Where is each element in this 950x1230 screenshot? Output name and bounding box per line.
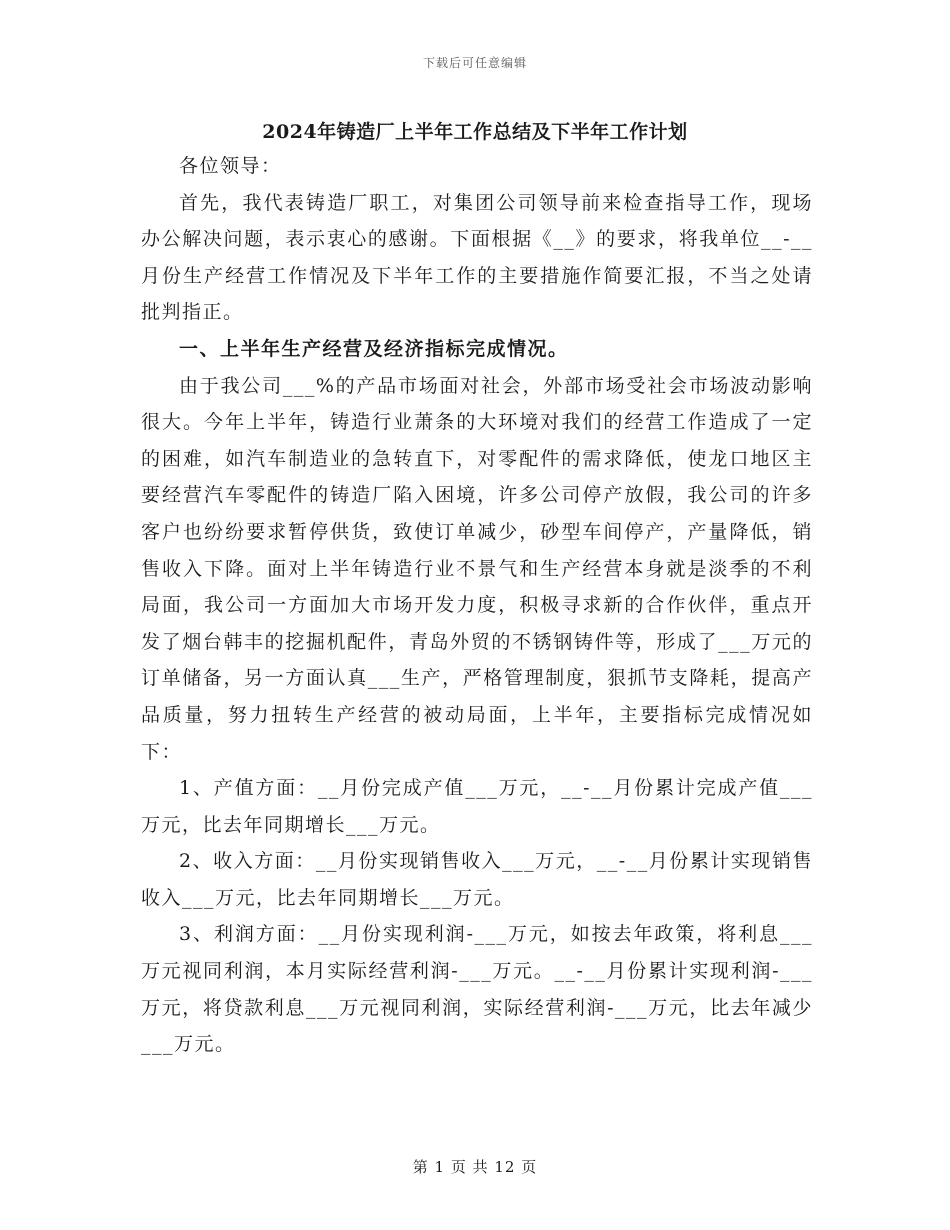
intro-paragraph: 首先，我代表铸造厂职工，对集团公司领导前来检查指导工作，现场办公解决问题，表示衷心的感谢。下面根据《__》的要求，将我单位__-__月份生产经营工作情况及下半年工作的主要措施作简要汇报，不当之处请批判指正。 — [141, 191, 813, 324]
market-situation-paragraph: 由于我公司___%的产品市场面对社会，外部市场受社会市场波动影响很大。今年上半年，铸造行业萧条的大环境对我们的经营工作造成了一定的困难，如汽车制造业的急转直下，对零配件的需求降低，使龙口地区主要经营汽车零配件的铸造厂陷入困境，许多公司停产放假，我公司的许多客户也纷纷要求暂停供货，致使订单减少，砂型车间停产，产量降低，销售收入下降。面对上半年铸造行业不景气和生产经营本身就是淡季的不利局面，我公司一方面加大市场开发力度，积极寻求新的合作伙伴，重点开发了烟台韩丰的挖掘机配件，青岛外贸的不锈钢铸件等，形成了___万元的订单储备，另一方面认真___生产，严格管理制度，狠抓节支降耗，提高产品质量，努力扭转生产经营的被动局面，上半年，主要指标完成情况如下： — [141, 374, 813, 763]
page-header-note: 下载后可任意编辑 — [422, 56, 527, 70]
page-number-footer: 第 1 页 共 12 页 — [412, 1158, 538, 1176]
output-value-item: 1、产值方面：__月份完成产值___万元，__-__月份累计完成产值___万元，比去年同期增长___万元。 — [141, 777, 813, 836]
profit-item: 3、利润方面：__月份实现利润-___万元，如按去年政策，将利息___万元视同利润，本月实际经营利润-___万元。__-__月份累计实现利润-___万元，将贷款利息___万元视同利润，实际经营利润-___万元，比去年减少___万元。 — [141, 923, 813, 1056]
document-body — [141, 148, 813, 1063]
revenue-item: 2、收入方面：__月份实现销售收入___万元，__-__月份累计实现销售收入___万元，比去年同期增长___万元。 — [141, 850, 813, 909]
section-heading-1: 一、上半年生产经营及经济指标完成情况。 — [179, 337, 569, 360]
document-title: 2024年铸造厂上半年工作总结及下半年工作计划 — [262, 121, 688, 143]
greeting-paragraph: 各位领导： — [179, 155, 282, 177]
